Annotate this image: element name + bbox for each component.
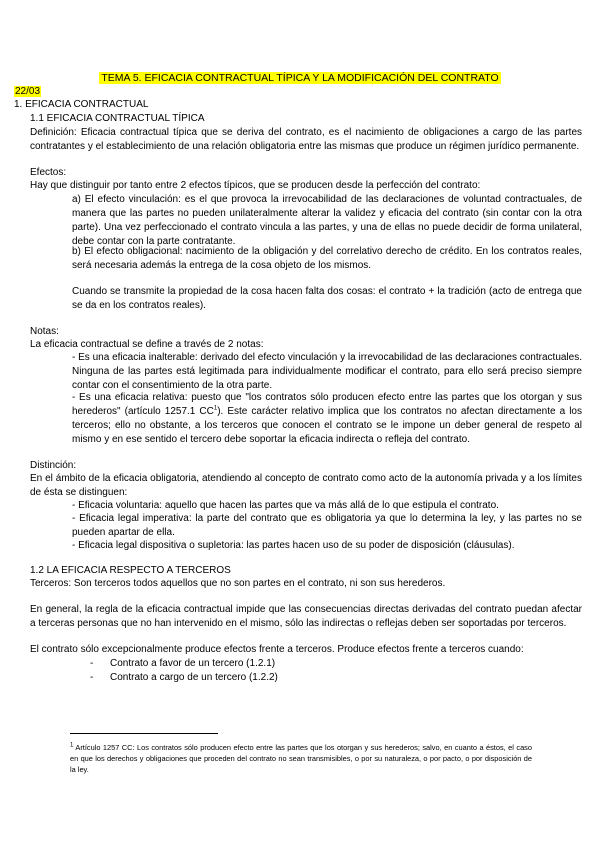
exceptional-effects-paragraph: El contrato sólo excepcionalmente produce efectos frente a terceros. Produce efectos frente a terceros cuando: — [30, 644, 524, 655]
distinction-item: - Eficacia legal imperativa: la parte del contrato que es obligatoria ya que lo determina la ley, y las partes no se pueden apartar de ella. — [72, 513, 582, 538]
subsection-heading: 1.1 EFICACIA CONTRACTUAL TÍPICA — [30, 113, 205, 124]
list-item-bullet: - — [90, 672, 94, 683]
distinction-heading: Distinción: — [30, 460, 77, 471]
list-item-bullet: - — [90, 658, 94, 669]
effect-b-paragraph: b) El efecto obligacional: nacimiento de la obligación y del correlativo derecho de crédito. En los contratos reales, será necesaria además la entrega de la cosa objeto de los mismos. — [72, 246, 582, 271]
subsection-heading: 1.2 LA EFICACIA RESPECTO A TERCEROS — [30, 565, 231, 576]
footnote: $^1$ Artículo 1257 CC: Los contratos sólo producen efecto entre las partes que los otorgan y sus herederos; salvo, en cuanto a éstos, el caso en que los derechos y obligaciones que proceden del contrato no sean transmisibles, o por su naturaleza, o por pacto, o por disposición de la ley. — [70, 742, 532, 774]
note-relative: - Es una eficacia relativa: puesto que "los contratos sólo producen efecto entre las partes que los otorgan y sus herederos" (artículo 1257.1 $CC^1$). Este carácter relativo implica que los contratos no afectan directamente a los terceros; ello no obstante, a los terceros que conocen el contrato se le impone un deber general de respeto al mismo y en ese sentido el tercero debe soportar la eficacia indirecta o refleja del contrato. — [72, 392, 582, 445]
distinction-intro: En el ámbito de la eficacia obligatoria, atendiendo al concepto de contrato como acto de la autonomía privada y a los límites de ésta se distinguen: — [30, 473, 582, 498]
transfer-paragraph: Cuando se transmite la propiedad de la cosa hacen falta dos cosas: el contrato + la tradición (acto de entrega que se da en los contratos reales). — [72, 286, 582, 311]
definition-paragraph: Definición: Eficacia contractual típica que se deriva del contrato, es el nacimiento de obligaciones a cargo de las partes contratantes y el establecimiento de una relación obligatoria entre las mismas que produce un régimen jurídico permanente. — [30, 127, 582, 152]
general-rule-paragraph: En general, la regla de la eficacia contractual impide que las consecuencias directas derivadas del contrato puedan afectar a terceras personas que no han intervenido en el mismo, sólo las indirectas o reflejas deben ser soportadas por terceros. — [30, 604, 582, 629]
distinction-item: - Eficacia voluntaria: aquello que hacen las partes que va más allá de lo que estipula el contrato. — [72, 500, 499, 511]
effects-heading: Efectos: — [30, 167, 67, 178]
section-heading: 1. EFICACIA CONTRACTUAL — [14, 99, 149, 110]
footnote-separator — [70, 733, 218, 734]
footnote-reference: 1 — [213, 405, 218, 412]
notes-intro: La eficacia contractual se define a través de 2 notas: — [30, 339, 264, 350]
distinction-item: - Eficacia legal dispositiva o supletoria: las partes hacen uso de su poder de disposición (cláusulas). — [72, 540, 515, 551]
notes-heading: Notas: — [30, 326, 59, 337]
note-inalterable: - Es una eficacia inalterable: derivado del efecto vinculación y la irrevocabilidad de las declaraciones contractuales. Ninguna de las partes está legitimada para individualmente modificar el contrato, para ello será preciso siempre contar con el consentimiento de la otra parte. — [72, 352, 582, 391]
list-item: Contrato a favor de un tercero (1.2.1) — [110, 658, 276, 669]
document-title: TEMA 5. EFICACIA CONTRACTUAL TÍPICA Y LA MODIFICACIÓN DEL CONTRATO — [101, 72, 499, 84]
date-label: 22/03 — [15, 86, 41, 97]
list-item: Contrato a cargo de un tercero (1.2.2) — [110, 672, 278, 683]
third-parties-definition: Terceros: Son terceros todos aquellos que no son partes en el contrato, ni son sus herederos. — [30, 578, 446, 589]
footnote-mark: 1 — [70, 742, 74, 749]
effects-intro: Hay que distinguir por tanto entre 2 efectos típicos, que se producen desde la perfección del contrato: — [30, 180, 481, 191]
effect-a-paragraph: a) El efecto vinculación: es el que provoca la irrevocabilidad de las declaraciones de voluntad contractuales, de manera que las partes no pueden unilateralmente alterar la validez y eficacia del contrato (sin contar con la otra parte). Una vez perfeccionado el contrato vincula a las partes, y una de ellas no puede decidir de forma unilateral, debe contar con la parte contratante. — [72, 194, 582, 247]
